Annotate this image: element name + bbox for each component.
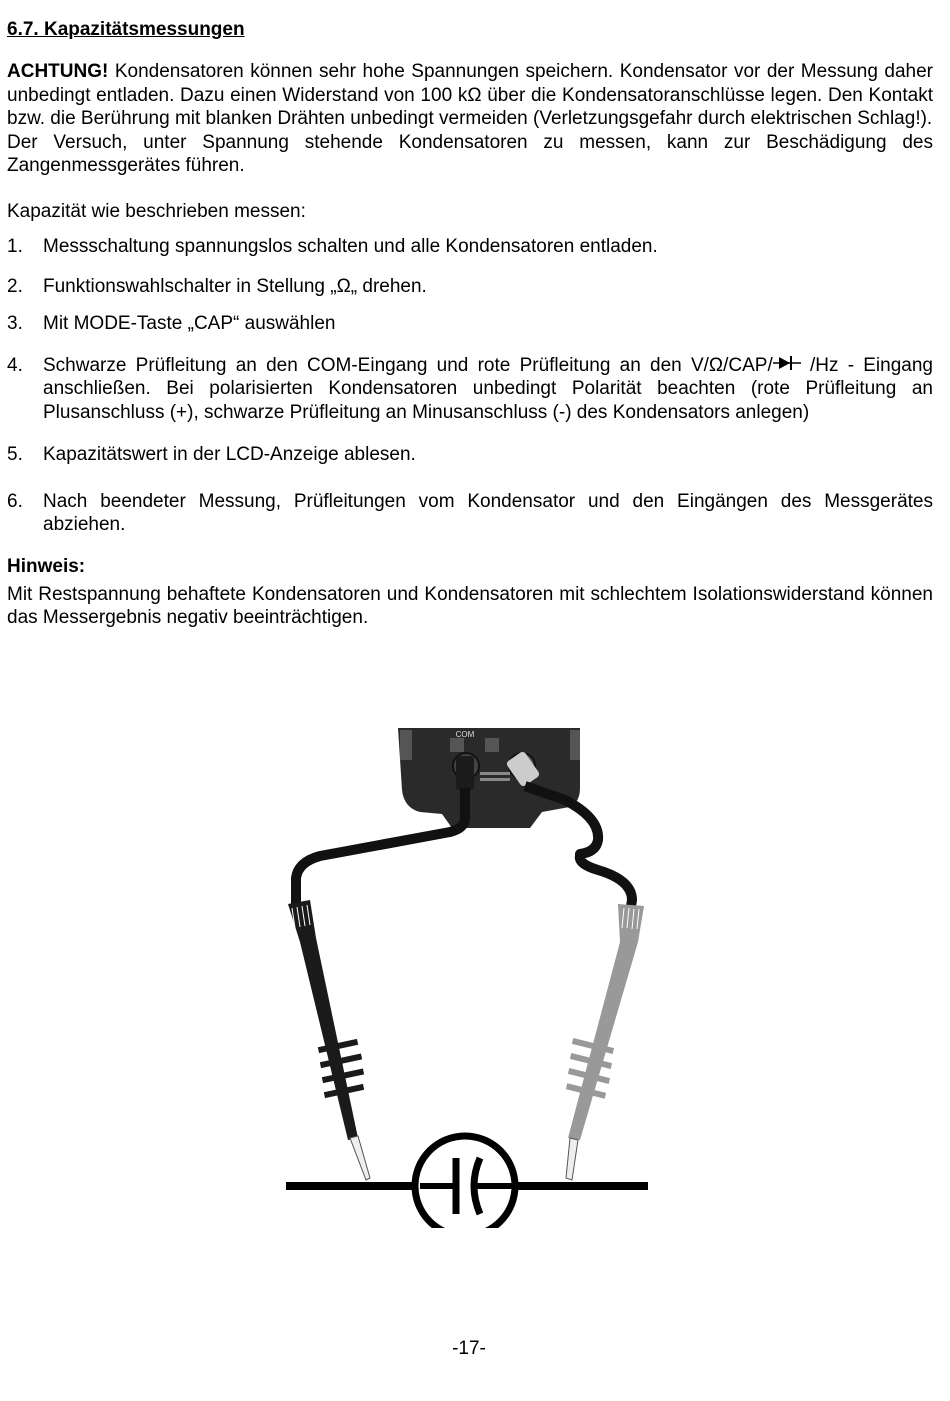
com-jack-label: COM (455, 730, 475, 739)
document-page (7, 18, 933, 630)
red-test-probe (566, 904, 644, 1180)
warning-text: Kondensatoren können sehr hohe Spannungen speichern. Kondensator vor der Messung daher unbedingt entladen. Dazu einen Widerstand von 100 kΩ über die Kondensatoranschlüsse legen. Den Kontakt bzw. die Berührung mit blanken Drähten unbedingt vermeiden (Verletzungsgefahr durch elektrischen Schlag!). (7, 61, 933, 129)
step-text: Kapazitätswert in der LCD-Anzeige ablesen. (43, 444, 416, 465)
clamp-meter (398, 728, 580, 828)
list-item (7, 490, 933, 537)
step-number: 3. (7, 313, 23, 334)
section-heading: 6.7. Kapazitätsmessungen (7, 19, 245, 40)
warning-label: ACHTUNG! (7, 61, 109, 82)
step-number: 4. (7, 354, 23, 376)
step-number: 2. (7, 275, 23, 297)
capacitance-measurement-illustration (280, 728, 660, 1228)
step-text: Mit MODE-Taste „CAP“ auswählen (43, 313, 336, 334)
step-text: Nach beendeter Messung, Prüfleitungen vom Kondensator und den Eingängen des Messgerätes abziehen. (43, 490, 933, 535)
steps-list (7, 235, 933, 537)
page-number: -17- (452, 1338, 486, 1359)
hint-text: Mit Restspannung behaftete Kondensatoren und Kondensatoren mit schlechtem Isolationswiderstand können das Messergebnis negativ beeinträchtigen. (7, 583, 933, 628)
step-number: 6. (7, 490, 23, 512)
list-item (7, 354, 933, 425)
step-text: Messschaltung spannungslos schalten und alle Kondensatoren entladen. (43, 236, 658, 257)
warning-paragraph-2: Der Versuch, unter Spannung stehende Kondensatoren zu messen, kann zur Beschädigung des Zangenmessgerätes führen. (7, 131, 933, 176)
step-text: Schwarze Prüfleitung an den COM-Eingang und rote Prüfleitung an den V/Ω/CAP/ (43, 354, 773, 376)
intro-text: Kapazität wie beschrieben messen: (7, 200, 306, 222)
black-test-probe (288, 900, 370, 1180)
list-item (7, 312, 933, 336)
list-item (7, 275, 933, 299)
hint-title: Hinweis: (7, 555, 86, 577)
step-number: 5. (7, 444, 23, 465)
step-number: 1. (7, 236, 23, 257)
warning-paragraph (7, 60, 933, 131)
capacitor-symbol (286, 1136, 648, 1228)
step-text: Funktionswahlschalter in Stellung „Ω„ drehen. (43, 275, 427, 297)
list-item (7, 235, 933, 259)
diode-icon (773, 355, 801, 371)
step-text-continued: /Hz - Eingang anschließen. Bei polarisierten Kondensatoren unbedingt Polarität beachten (rote Prüfleitung an Plusanschluss (+), schwarze Prüfleitung an Minusanschluss (-) des Kondensators anlegen) (43, 354, 933, 423)
list-item (7, 443, 933, 467)
